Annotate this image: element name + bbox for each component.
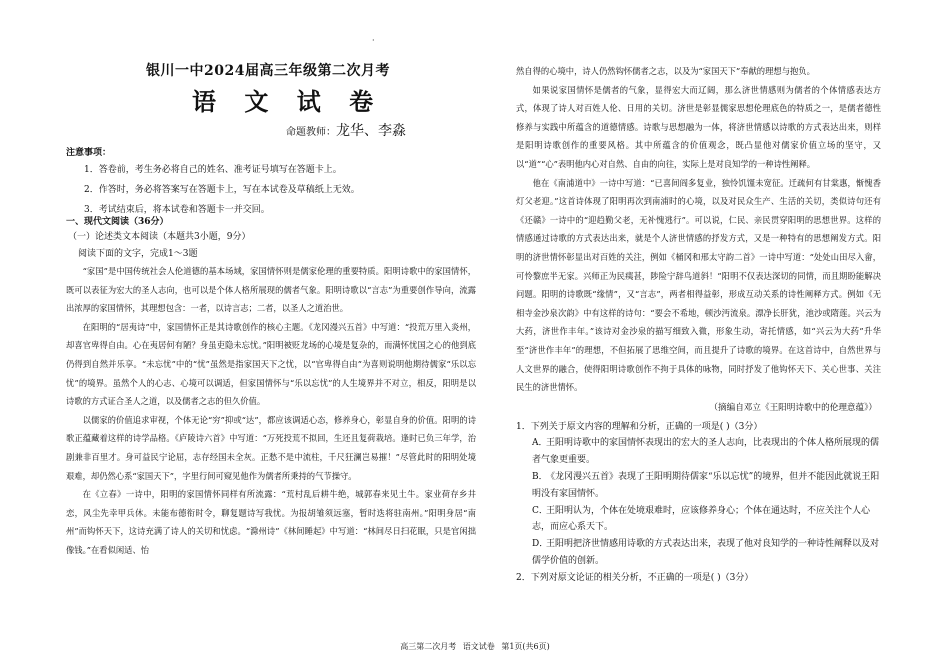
passage-paragraph: 以儒家的价值追求审视，个体无论“穷”抑或“达”，都应该调适心态，修养身心，彰显自身的价值。阳明的诗歌正蕴藏着这样的诗学品格。《庐陵诗六首》中写道：“万死投荒不拟回，生还且复荷栽培。逢时已负三年学，治剧兼非百里才。身可益民宁论屈，志存经国未全灰。正愁不是中流柱，千尺狂澜岂易摧！”尽管此时的阳明处境艰难，却仍然心系“家国天下”，字里行间可窥见他作为儒者所秉持的气节操守。 [66,414,476,481]
passage-paragraph: 如果说家国情怀是儒者的气象，显得宏大而辽阔，那么济世情感则为儒者的个体情感表达方式，体现了诗人对百姓人伦、日用的关切。济世是彰显儒家思想伦理底色的特质之一，是儒者德性修养与实践中所蕴含的道德情感。诗歌与思想融为一体，将济世情感以诗歌的方式表达出来，则样是阳明诗歌创作的重要风格。其中所蕴含的价值观念，既凸显他对儒家价值立场的坚守，又以“道”“心”表明他内心对自然、自由的向往，实际上是对良知学的一种诗性阐释。 [516,84,881,169]
passage-paragraph: 然自得的心境中，诗人仍然钩怀儒者之志，以及为“家国天下”奉献的理想与抱负。 [516,66,815,76]
notice-item: 3．考试结束后，将本试卷和答题卡一并交回。 [84,205,270,215]
question-stem: 1．下列关于原文内容的理解和分析，正确的一项是( )（3分） [516,421,763,432]
dot-mark: · [372,36,375,45]
footer-exam: 高三第二次月考 [400,642,457,651]
teachers-names: 龙华、李淼 [336,123,406,139]
section-sub [66,229,486,263]
section-heading: 一、现代文阅读（36分） [66,217,169,227]
passage-paragraph: “家国”是中国传统社会人伦道德的基本场域，家国情怀则是儒家伦理的重要特质。阳明诗歌中的家国情怀，既可以表征为宏大的圣人志向，也可以是个体人格所展现的儒者气象。阳明诗歌以“言志”为重要创作导向，流露出浓厚的家国情怀，其理想包含：一者，以诗言志；二者，以圣人之道治世。 [66,266,476,314]
answer-option: D．王阳明把济世情感用诗歌的方式表达出来，表现了他对良知学的一种诗性阐释以及对儒学价值的创新。 [532,539,880,567]
teachers-line [286,120,406,140]
subject-title: 语 文 试 卷 [192,87,384,116]
footer-page: 第1页(共6页) [501,642,550,651]
passage-left [66,262,476,560]
teachers-label: 命题教师： [286,127,336,138]
passage-paragraph: 他在《南浦道中》一诗中写道：“已喜间阎多复业，独怜饥馑未宽征。迁疏何有甘棠惠，惭愧香灯父老迎。”这首诗体现了阳明再次到南浦时的心境，以及对民众生产、生活的关切，类似诗句还有《还赣》一诗中的“迎趋勤父老，无补愧逃行”。可以说，仁民、亲民贯穿阳明的思想世界。这样的情感通过诗歌的方式表达出来，就是个人济世情感的抒发方式，又是一种特有的思想阐发方式。阳明的济世情怀彰显出对百姓的关注，例如《桶冈和邢太守韵二首》一诗中写道：“处处山田尽入畲，可怜黎庶半无家。兴师正为民痍甚，陟险宁辞鸟道斜！”阳明不仅表达深切的同情，而且期盼能解决问题。阳明的诗歌既“缘情”，又“言志”，两者相得益彰，形成互动关系的诗性阐释方式。例如《无相寺金沙泉次韵》中有这样的诗句：“要会不希地，顿沙沔流泉。漂净长肝犹，池沙或隋莲。兴云为大药，济世作丰年。”该诗对金沙泉的描写细致入微，形象生动，寄托情感，如“兴云为大药”升华至“济世作丰年”的理想，不但拓展了思维空间，而且提升了诗歌的境界。在这首诗中，自然世界与人文世界的融合，使得阳明诗歌创作不拘于具体的咏物，同时抒发了他钩怀天下、关心世事、关注民生的济世情怀。 [516,177,881,393]
source-citation: （摘编自邓立《王阳明诗歌中的伦理意蕴》） [709,402,877,413]
answer-option: B．《龙冈漫兴五首》表现了王阳明期待儒家“乐以忘忧”的境界，但并不能因此就说王阳明没有家国情怀。 [532,472,880,499]
notice-list [66,160,486,220]
passage-right [516,62,881,587]
passage-paragraph: 在阳明的“居夷诗”中，家国情怀正是其诗歌创作的核心主题。《龙冈漫兴五首》中写道：“投荒万里入炎州，却喜官卑得自由。心在夷居何有陋？身虽吏隐未忘忧。”阳明被贬龙场的心境是复杂的，而满怀忧国之心的他到底仍得到自然并乐享。“未忘忧”中的“忧”虽然是指家国天下之忧，以“官卑得自由”为喜则说明他期待儒家“乐以忘忧”的境界。虽然个人的心志、心境可以调适，但家国情怀与“乐以忘忧”的人生境界并不对立，相反，阳明是以诗歌的方式证合圣人之道，以及儒者之志的但久价值。 [66,321,476,407]
question-stem: 2．下列对原文论证的相关分析，不正确的一项是( )（3分） [516,572,754,583]
sub-heading: （一）论述类文本阅读（本题共3小题，9分） [68,232,251,242]
notice-heading: 注意事项： [66,148,112,158]
answer-option: A．王阳明诗歌中的家国情怀表现出的宏大的圣人志向，比表现出的个体人格所展现的儒者气象更重要。 [532,438,880,466]
notice-item: 2．作答时，务必将答案写在答题卡上，写在本试卷及草稿纸上无效。 [84,185,360,195]
passage-paragraph: 在《立春》一诗中，阳明的家国情怀同样有所流露：“荒村乱后耕牛绝，城郭春来见土牛。家业荷存乡井恋，风尘先幸甲兵休。未能布德衔时令，聊复题诗写我忧。为报胡雏须远塞，暂时迭将驻南州。”阳明身居“南州”而钩怀天下，这诗充满了诗人的关切和忧虑。“滁州诗”《林间睡起》中写道：“林间尽日扫花眠，只是官闲拙像钱。”在看似闲适、怡 [66,489,476,555]
answer-option: C．王阳明认为，个体在处境艰难时，应该修养身心；个体在通达时，不应关注个人心志，而应心系天下。 [532,505,871,533]
instruction: 阅读下面的文字，完成1～3题 [78,249,198,259]
footer-subject: 语文试卷 [462,642,495,651]
exam-title: 银川一中2024届高三年级第二次月考 [146,63,390,79]
page-footer [0,641,950,652]
notice-item: 1．答卷前，考生务必将自己的姓名、准考证号填写在答题卡上。 [84,165,342,175]
